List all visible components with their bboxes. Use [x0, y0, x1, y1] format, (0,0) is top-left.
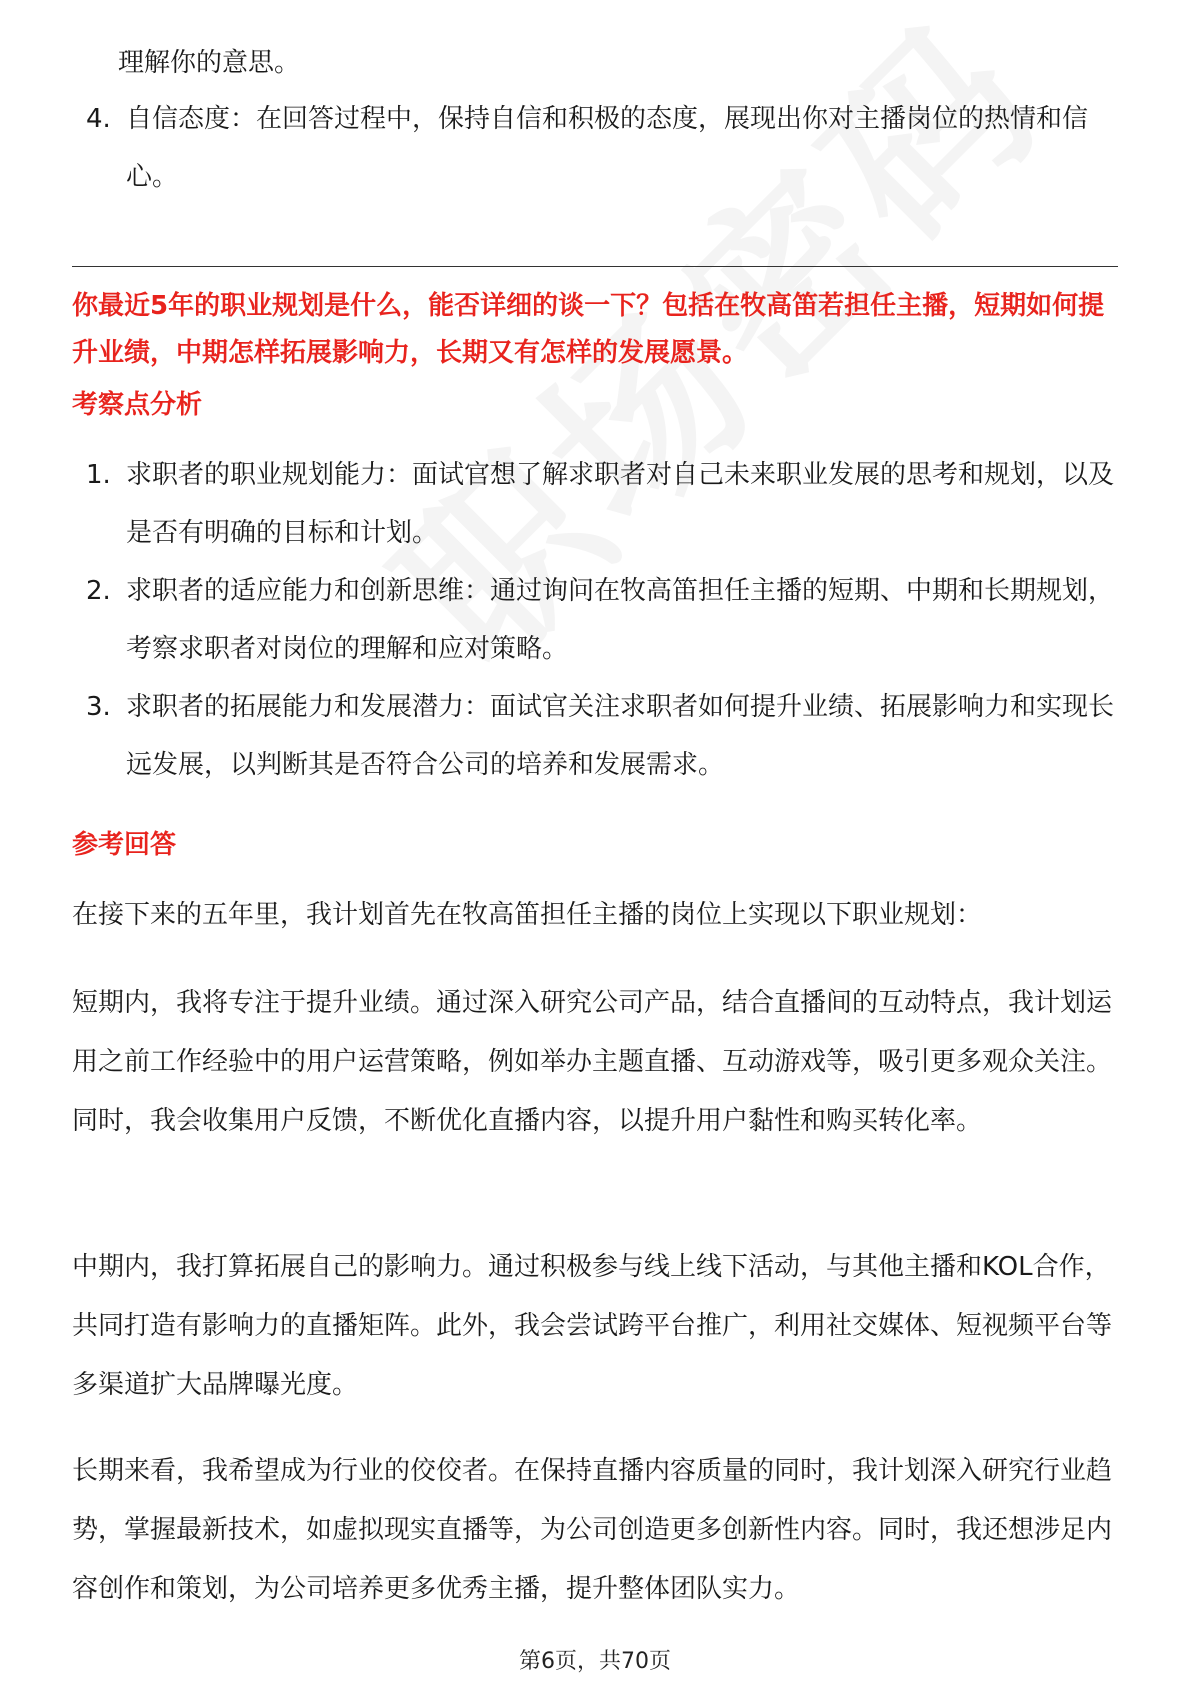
analysis-title: 考察点分析 — [72, 390, 203, 420]
answer-title: 参考回答 — [72, 830, 177, 860]
list-number: 2. — [86, 576, 111, 606]
continued-text: 理解你的意思。 — [118, 48, 301, 78]
list-text: 自信态度：在回答过程中，保持自信和积极的态度，展现出你对主播岗位的热情和信心。 — [126, 104, 1089, 192]
list-number: 4. — [86, 104, 111, 134]
question-heading: 你最近5年的职业规划是什么，能否详细的谈一下？包括在牧高笛若担任主播，短期如何提升业绩，中期怎样拓展影响力，长期又有怎样的发展愿景。 — [72, 291, 1105, 368]
list-text: 求职者的职业规划能力：面试官想了解求职者对自己未来职业发展的思考和规划，以及是否有明确的目标和计划。 — [126, 460, 1115, 548]
list-text: 求职者的拓展能力和发展潜力：面试官关注求职者如何提升业绩、拓展影响力和实现长远发展，以判断其是否符合公司的培养和发展需求。 — [126, 692, 1115, 780]
list-number: 1. — [86, 460, 111, 490]
answer-paragraph: 短期内，我将专注于提升业绩。通过深入研究公司产品，结合直播间的互动特点，我计划运用之前工作经验中的用户运营策略，例如举办主题直播、互动游戏等，吸引更多观众关注。同时，我会收集用户反馈，不断优化直播内容，以提升用户黏性和购买转化率。 — [72, 988, 1113, 1136]
list-text: 求职者的适应能力和创新思维：通过询问在牧高笛担任主播的短期、中期和长期规划，考察求职者对岗位的理解和应对策略。 — [126, 576, 1115, 664]
answer-paragraph: 在接下来的五年里，我计划首先在牧高笛担任主播的岗位上实现以下职业规划： — [72, 900, 983, 930]
divider — [72, 266, 1118, 267]
answer-paragraph: 中期内，我打算拓展自己的影响力。通过积极参与线上线下活动，与其他主播和KOL合作，共同打造有影响力的直播矩阵。此外，我会尝试跨平台推广，利用社交媒体、短视频平台等多渠道扩大品牌曝光度。 — [72, 1252, 1113, 1400]
list-number: 3. — [86, 692, 111, 722]
answer-paragraph: 长期来看，我希望成为行业的佼佼者。在保持直播内容质量的同时，我计划深入研究行业趋势，掌握最新技术，如虚拟现实直播等，为公司创造更多创新性内容。同时，我还想涉足内容创作和策划，为公司培养更多优秀主播，提升整体团队实力。 — [72, 1456, 1113, 1604]
page-footer: 第6页，共70页 — [519, 1649, 671, 1674]
